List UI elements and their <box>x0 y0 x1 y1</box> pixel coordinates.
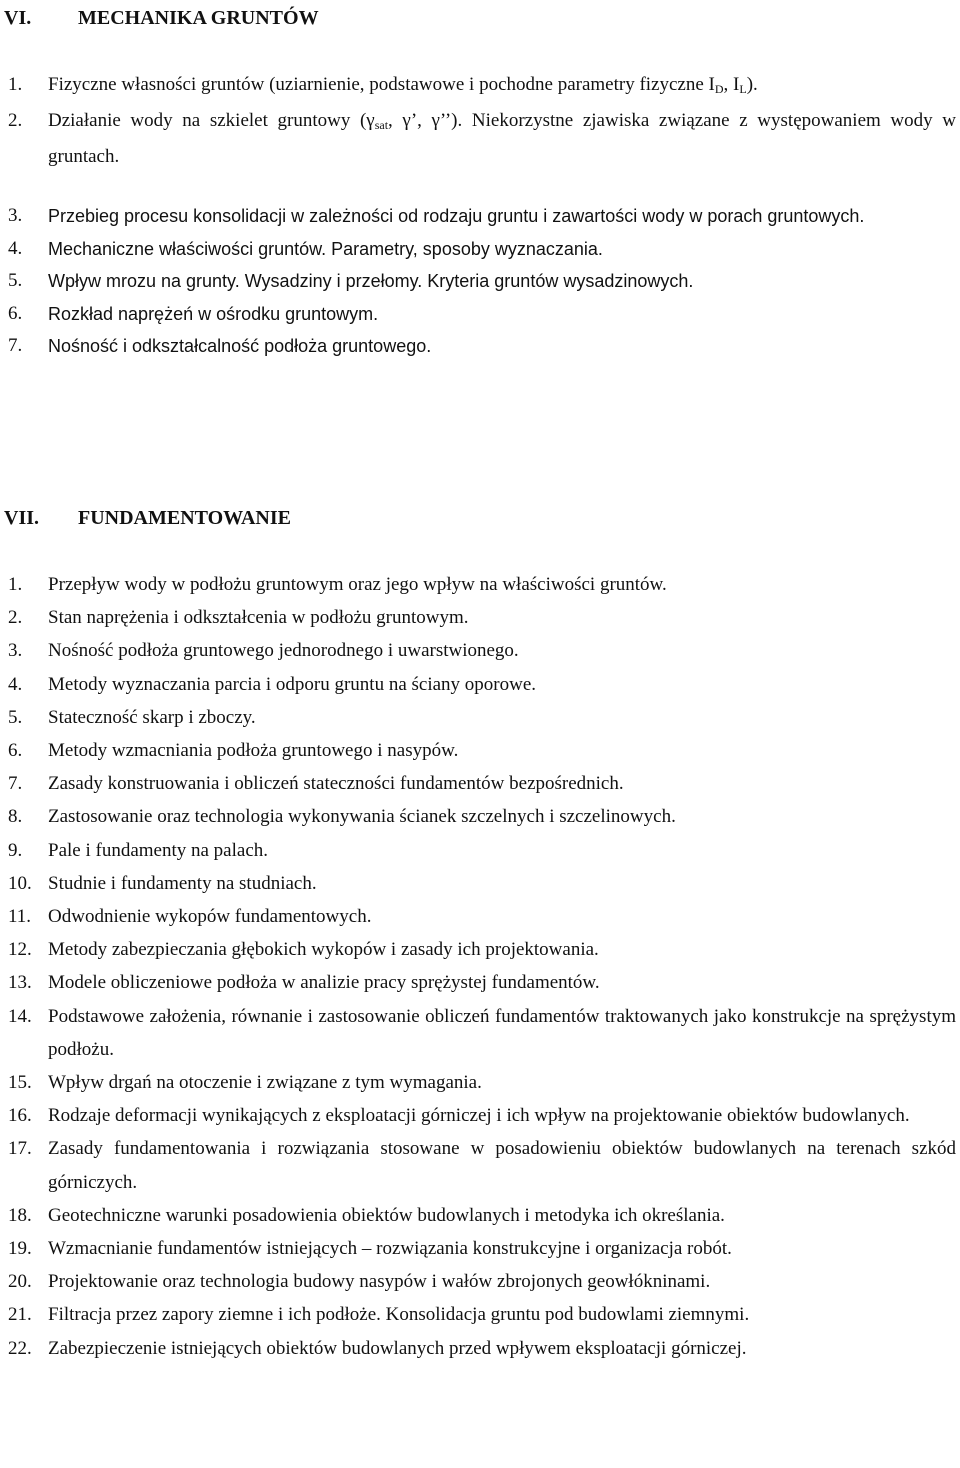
item-text: Podstawowe założenia, równanie i zastosowanie obliczeń fundamentów traktowanych jako konstrukcje na sprężystym podłożu. <box>48 1005 956 1060</box>
item-number: 1. <box>8 574 23 595</box>
item-text: Geotechniczne warunki posadowienia obiektów budowlanych i metodyka ich określania. <box>48 1204 725 1226</box>
section-7-title: FUNDAMENTOWANIE <box>78 507 291 529</box>
item-number: 4. <box>8 237 23 259</box>
list-item <box>0 330 956 363</box>
item-text: Projektowanie oraz technologia budowy nasypów i wałów zbrojonych geowłókninami. <box>48 1271 711 1293</box>
item-text: Nośność podłoża gruntowego jednorodnego i uwarstwionego. <box>48 640 519 662</box>
item-number: 4. <box>8 673 23 695</box>
list-item <box>0 734 956 767</box>
item-number: 14. <box>8 1005 32 1027</box>
item-number: 1. <box>8 74 23 95</box>
item-text: Zastosowanie oraz technologia wykonywania ścianek szczelnych i szczelinowych. <box>48 806 676 828</box>
list-item <box>0 634 956 667</box>
list-item <box>0 1099 956 1132</box>
item-number: 6. <box>8 740 23 762</box>
list-item <box>0 767 956 800</box>
item-number: 3. <box>8 640 23 662</box>
list-item <box>0 1332 956 1365</box>
list-item <box>0 233 956 266</box>
item-number: 13. <box>8 972 32 994</box>
item-text: Zasady konstruowania i obliczeń stateczności fundamentów bezpośrednich. <box>48 773 624 795</box>
section-6-list-cont <box>0 200 956 363</box>
item-text: Stateczność skarp i zboczy. <box>48 706 256 728</box>
item-text: Mechaniczne właściwości gruntów. Parametry, sposoby wyznaczania. <box>48 238 603 259</box>
list-item <box>0 1199 956 1232</box>
item-number: 17. <box>8 1138 32 1160</box>
list-item <box>0 1066 956 1099</box>
item-number: 18. <box>8 1204 32 1226</box>
item-number: 21. <box>8 1304 32 1326</box>
list-item <box>0 105 956 173</box>
item-text: Nośność i odkształcalność podłoża gruntowego. <box>48 336 432 356</box>
item-text: Stan naprężenia i odkształcenia w podłożu gruntowym. <box>48 607 469 629</box>
item-text: Wpływ mrozu na grunty. Wysadziny i przełomy. Kryteria gruntów wysadzinowych. <box>48 271 694 291</box>
item-number: 15. <box>8 1072 32 1094</box>
list-item <box>0 1232 956 1265</box>
section-7-number: VII. <box>4 507 40 529</box>
item-text: Metody zabezpieczania głębokich wykopów i zasady ich projektowania. <box>48 939 599 961</box>
list-item <box>0 1132 956 1198</box>
list-item <box>0 800 956 833</box>
item-number: 2. <box>8 110 23 131</box>
item-number: 11. <box>8 906 32 928</box>
item-number: 12. <box>8 939 32 961</box>
item-number: 19. <box>8 1238 32 1260</box>
list-item <box>0 1265 956 1298</box>
list-item <box>0 568 956 601</box>
item-text: Przepływ wody w podłożu gruntowym oraz jego wpływ na właściwości gruntów. <box>48 574 667 595</box>
item-text: Zasady fundamentowania i rozwiązania stosowane w posadowieniu obiektów budowlanych na terenach szkód górniczych. <box>48 1138 956 1193</box>
section-6-title: MECHANIKA GRUNTÓW <box>78 7 319 29</box>
list-item <box>0 265 956 298</box>
item-text: Wpływ drgań na otoczenie i związane z tym wymagania. <box>48 1072 482 1094</box>
list-item <box>0 601 956 634</box>
item-text: Filtracja przez zapory ziemne i ich podłoże. Konsolidacja gruntu pod budowlami ziemnymi. <box>48 1304 750 1326</box>
item-number: 9. <box>8 839 23 861</box>
item-number: 22. <box>8 1337 32 1359</box>
item-text: Odwodnienie wykopów fundamentowych. <box>48 906 372 928</box>
item-number: 8. <box>8 806 23 828</box>
item-text: Modele obliczeniowe podłoża w analizie pracy sprężystej fundamentów. <box>48 972 600 994</box>
item-text: Przebieg procesu konsolidacji w zależności od rodzaju gruntu i zawartości wody w porach gruntowych. <box>48 206 865 226</box>
section-6-number: VI. <box>4 7 32 29</box>
item-number: 7. <box>8 335 23 356</box>
list-item <box>0 298 956 331</box>
list-item <box>0 668 956 701</box>
list-item <box>0 933 956 966</box>
item-text: Rodzaje deformacji wynikających z eksploatacji górniczej i ich wpływ na projektowanie obiektów budowlanych. <box>48 1105 910 1127</box>
item-text: Metody wyznaczania parcia i odporu gruntu na ściany oporowe. <box>48 673 537 695</box>
section-7-list <box>0 568 956 1365</box>
item-number: 6. <box>8 302 23 324</box>
item-number: 20. <box>8 1271 32 1293</box>
item-text: Działanie wody na szkielet gruntowy ($\gamma_{sat}$, γ’, γ’’). Niekorzystne zjawiska związane z występowaniem wody w gruntach. <box>48 110 956 167</box>
item-number: 5. <box>8 270 23 291</box>
item-number: 3. <box>8 205 23 226</box>
list-item <box>0 1298 956 1331</box>
list-item <box>0 900 956 933</box>
list-item <box>0 966 956 999</box>
item-text: Rozkład naprężeń w ośrodku gruntowym. <box>48 303 379 324</box>
section-6-heading <box>4 6 319 30</box>
section-6-list <box>0 69 956 173</box>
item-number: 16. <box>8 1105 32 1127</box>
item-number: 7. <box>8 773 23 795</box>
item-number: 10. <box>8 872 32 894</box>
item-text: Pale i fundamenty na palach. <box>48 839 269 861</box>
item-number: 5. <box>8 706 23 728</box>
item-text: Studnie i fundamenty na studniach. <box>48 872 317 894</box>
item-text: Metody wzmacniania podłoża gruntowego i nasypów. <box>48 740 459 762</box>
item-text: Zabezpieczenie istniejących obiektów budowlanych przed wpływem eksploatacji górniczej. <box>48 1337 747 1359</box>
item-text: Fizyczne własności gruntów (uziarnienie, podstawowe i pochodne parametry fizyczne $I_D$, $I_L$). <box>48 74 758 96</box>
list-item <box>0 867 956 900</box>
list-item <box>0 1000 956 1066</box>
item-text: Wzmacnianie fundamentów istniejących – rozwiązania konstrukcyjne i organizacja robót. <box>48 1238 732 1260</box>
item-number: 2. <box>8 607 23 629</box>
list-item <box>0 701 956 734</box>
list-item <box>0 200 956 233</box>
list-item <box>0 69 956 105</box>
section-7-heading <box>4 506 291 530</box>
list-item <box>0 834 956 867</box>
